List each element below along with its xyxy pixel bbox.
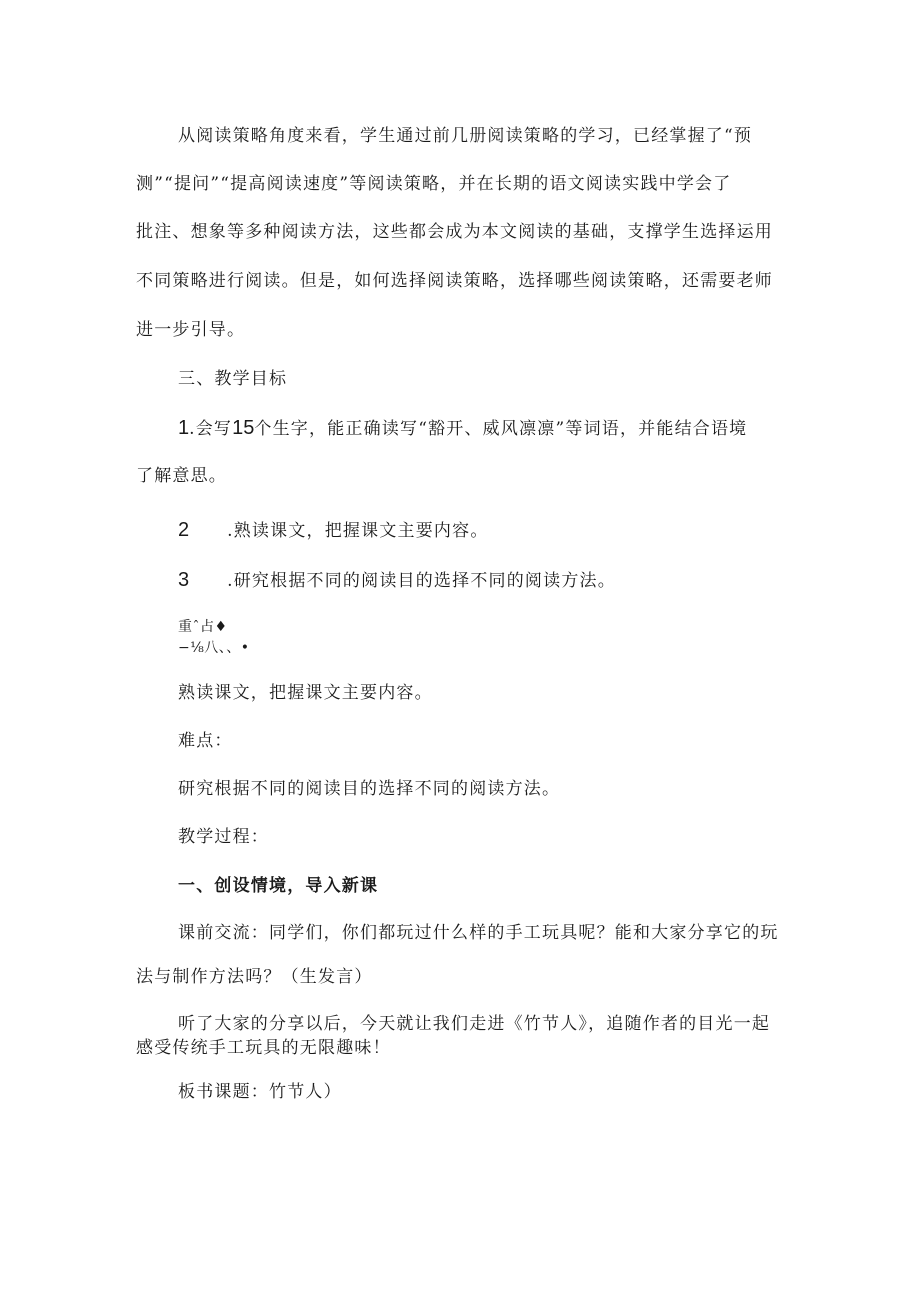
key-point-text: 熟读课文，把握课文主要内容。	[178, 683, 433, 703]
section-heading-teaching-goals: 三、教学目标	[178, 369, 288, 389]
goal-1-text-a: .会写	[189, 419, 233, 439]
after-share-line-2: 感受传统手工玩具的无限趣味！	[136, 1038, 391, 1058]
goal-2-number: 2	[178, 519, 190, 541]
goal-1-line-1	[178, 418, 838, 439]
exchange-line-1: 课前交流：同学们，你们都玩过什么样的手工玩具呢？能和大家分享它的玩	[178, 923, 779, 943]
goal-1-line-2: 了解意思。	[136, 466, 227, 486]
difficulty-text: 研究根据不同的阅读目的选择不同的阅读方法。	[178, 779, 561, 799]
board-title: 板书课题：竹节人）	[178, 1082, 342, 1102]
after-share-line-1: 听了大家的分享以后，今天就让我们走进《竹节人》，追随作者的目光一起	[178, 1014, 771, 1034]
goal-1-number: 1	[178, 417, 190, 439]
garbled-key-point-marks: −⅛八、、•	[178, 640, 250, 656]
intro-line-3: 批注、想象等多种阅读方法，这些都会成为本文阅读的基础，支撑学生选择运用	[136, 222, 773, 242]
goal-3-number: 3	[178, 569, 190, 591]
intro-line-4: 不同策略进行阅读。但是，如何选择阅读策略，选择哪些阅读策略，还需要老师	[136, 271, 773, 291]
exchange-line-2: 法与制作方法吗？（生发言）	[136, 967, 373, 987]
section-heading-intro: 一、创设情境，导入新课	[178, 876, 379, 896]
garbled-key-point-label: 重ˆ占♦	[178, 619, 228, 635]
goal-2	[178, 520, 838, 541]
intro-line-5: 进一步引导。	[136, 320, 246, 340]
process-label: 教学过程：	[178, 827, 269, 847]
goal-1-text-b: 个生字，能正确读写“豁开、威风凛凛”等词语，并能结合语境	[254, 419, 748, 439]
intro-line-1: 从阅读策略角度来看，学生通过前几册阅读策略的学习，已经掌握了“预	[178, 126, 753, 146]
goal-1-count: 15	[232, 417, 255, 439]
difficulty-label: 难点：	[178, 731, 233, 751]
goal-3	[178, 570, 838, 591]
intro-line-2: 测”“提问”“提高阅读速度”等阅读策略，并在长期的语文阅读实践中学会了	[136, 174, 732, 194]
goal-2-text: .熟读课文，把握课文主要内容。	[227, 521, 489, 541]
goal-3-text: .研究根据不同的阅读目的选择不同的阅读方法。	[227, 571, 616, 591]
